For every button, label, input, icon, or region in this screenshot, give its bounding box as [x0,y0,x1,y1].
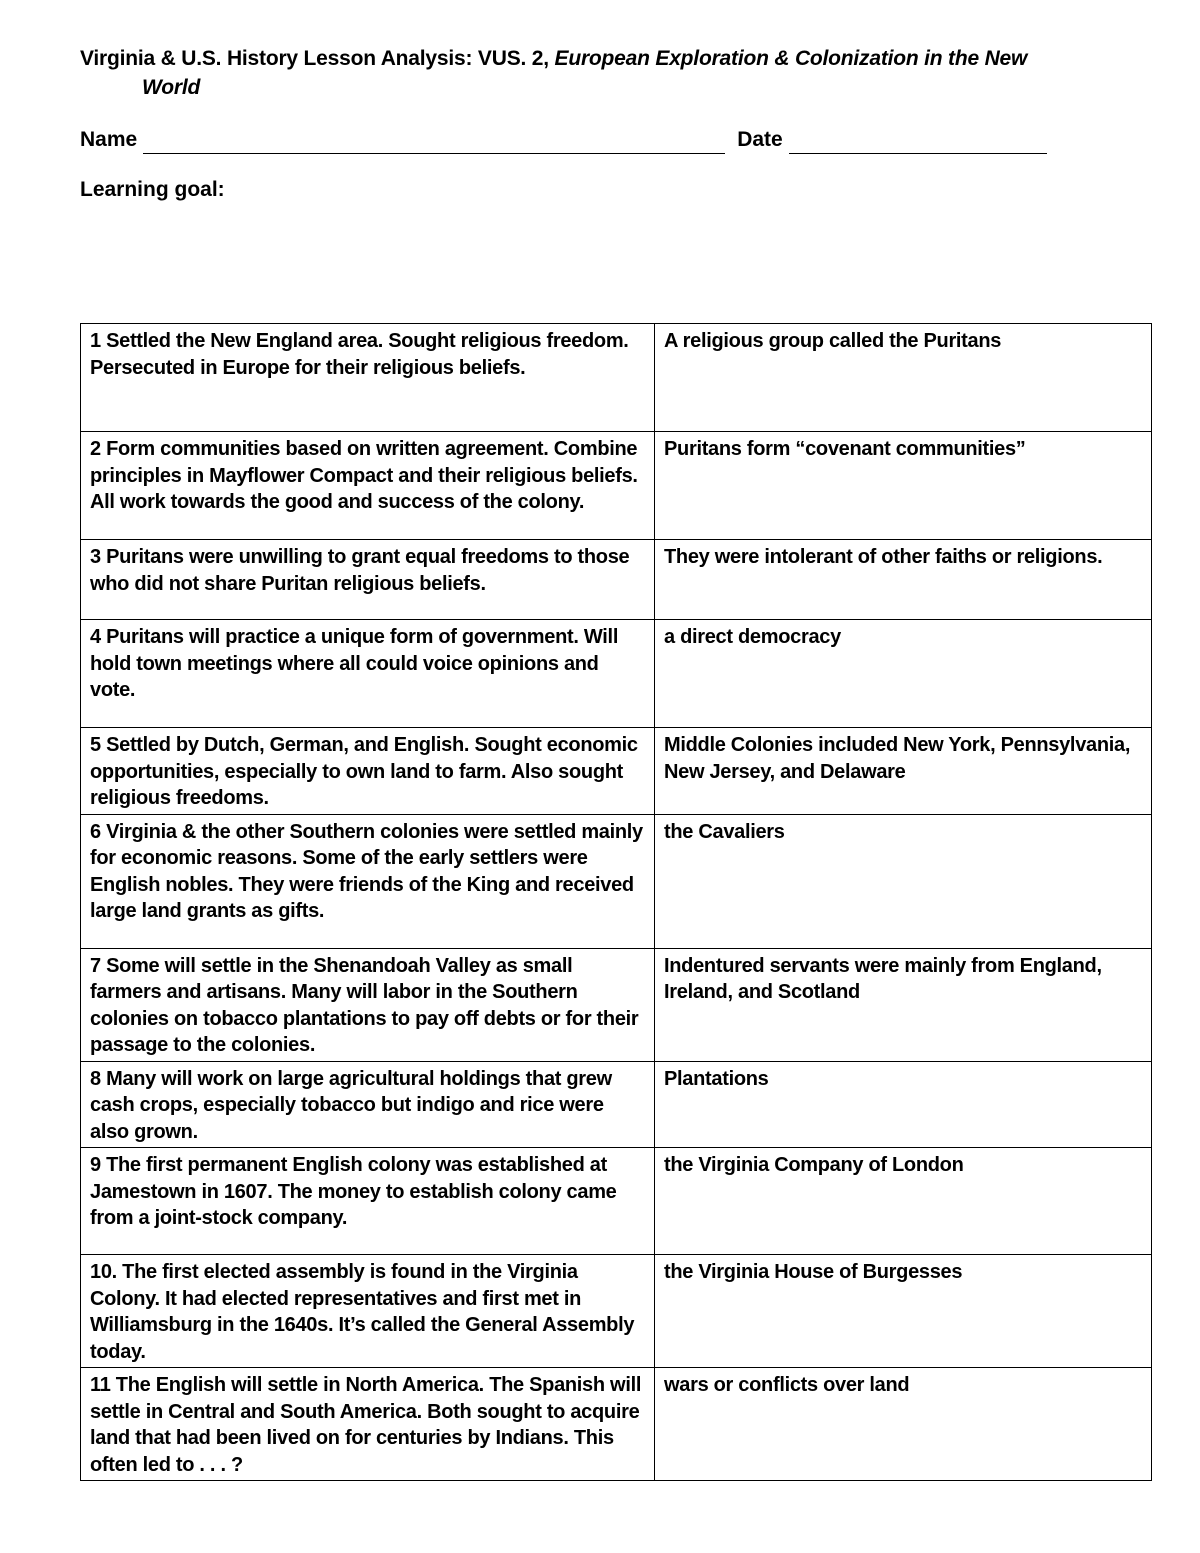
answer-cell: a direct democracy [655,620,1152,728]
answer-cell: the Virginia Company of London [655,1148,1152,1255]
answer-cell: wars or conflicts over land [655,1368,1152,1481]
table-row [81,1368,1152,1481]
answer-cell: the Cavaliers [655,814,1152,948]
answer-cell: Plantations [655,1061,1152,1148]
answer-cell: Puritans form “covenant communities” [655,432,1152,540]
learning-goal-label: Learning goal: [80,178,225,201]
name-date-row [80,124,1080,154]
question-answer-table [80,323,1152,1481]
table-row [81,324,1152,432]
question-cell: 8 Many will work on large agricultural holdings that grew cash crops, especially tobacco but indigo and rice were also grown. [81,1061,655,1148]
title-italic-part: European Exploration & Colonization in the New [554,47,1028,70]
question-cell: 10. The first elected assembly is found in the Virginia Colony. It had elected representatives and first met in Williamsburg in the 1640s. It’s called the General Assembly today. [81,1255,655,1368]
table-row [81,814,1152,948]
name-blank-line[interactable] [143,133,725,154]
question-cell: 5 Settled by Dutch, German, and English. Sought economic opportunities, especially to own land to farm. Also sought religious freedoms. [81,728,655,815]
table-row [81,948,1152,1061]
table-row [81,1061,1152,1148]
question-cell: 9 The first permanent English colony was established at Jamestown in 1607. The money to establish colony came from a joint-stock company. [81,1148,655,1255]
question-cell: 2 Form communities based on written agreement. Combine principles in Mayflower Compact and their religious beliefs. All work towards the good and success of the colony. [81,432,655,540]
table-row [81,620,1152,728]
title-line-1 [80,44,1120,73]
date-blank-line[interactable] [789,133,1047,154]
table-row [81,1255,1152,1368]
name-label: Name [80,128,138,151]
question-cell: 6 Virginia & the other Southern colonies were settled mainly for economic reasons. Some of the early settlers were English nobles. They were friends of the King and received large land grants as gifts. [81,814,655,948]
question-cell: 7 Some will settle in the Shenandoah Valley as small farmers and artisans. Many will labor in the Southern colonies on tobacco plantations to pay off debts or for their passage to the colonies. [81,948,655,1061]
question-cell: 11 The English will settle in North America. The Spanish will settle in Central and South America. Both sought to acquire land that had been lived on for centuries by Indians. This often led to . . . ? [81,1368,655,1481]
title-line-2: World [142,76,201,99]
table-row [81,540,1152,620]
table-row [81,1148,1152,1255]
answer-cell: They were intolerant of other faiths or religions. [655,540,1152,620]
question-cell: 1 Settled the New England area. Sought religious freedom. Persecuted in Europe for their religious beliefs. [81,324,655,432]
answer-cell: A religious group called the Puritans [655,324,1152,432]
answer-cell: Indentured servants were mainly from England, Ireland, and Scotland [655,948,1152,1061]
question-cell: 4 Puritans will practice a unique form of government. Will hold town meetings where all could voice opinions and vote. [81,620,655,728]
question-cell: 3 Puritans were unwilling to grant equal freedoms to those who did not share Puritan religious beliefs. [81,540,655,620]
answer-cell: Middle Colonies included New York, Pennsylvania, New Jersey, and Delaware [655,728,1152,815]
worksheet-title [80,44,1120,102]
title-prefix: Virginia & U.S. History Lesson Analysis: VUS. 2, [80,47,555,70]
table-row [81,432,1152,540]
table-row [81,728,1152,815]
answer-cell: the Virginia House of Burgesses [655,1255,1152,1368]
date-label: Date [737,128,783,151]
